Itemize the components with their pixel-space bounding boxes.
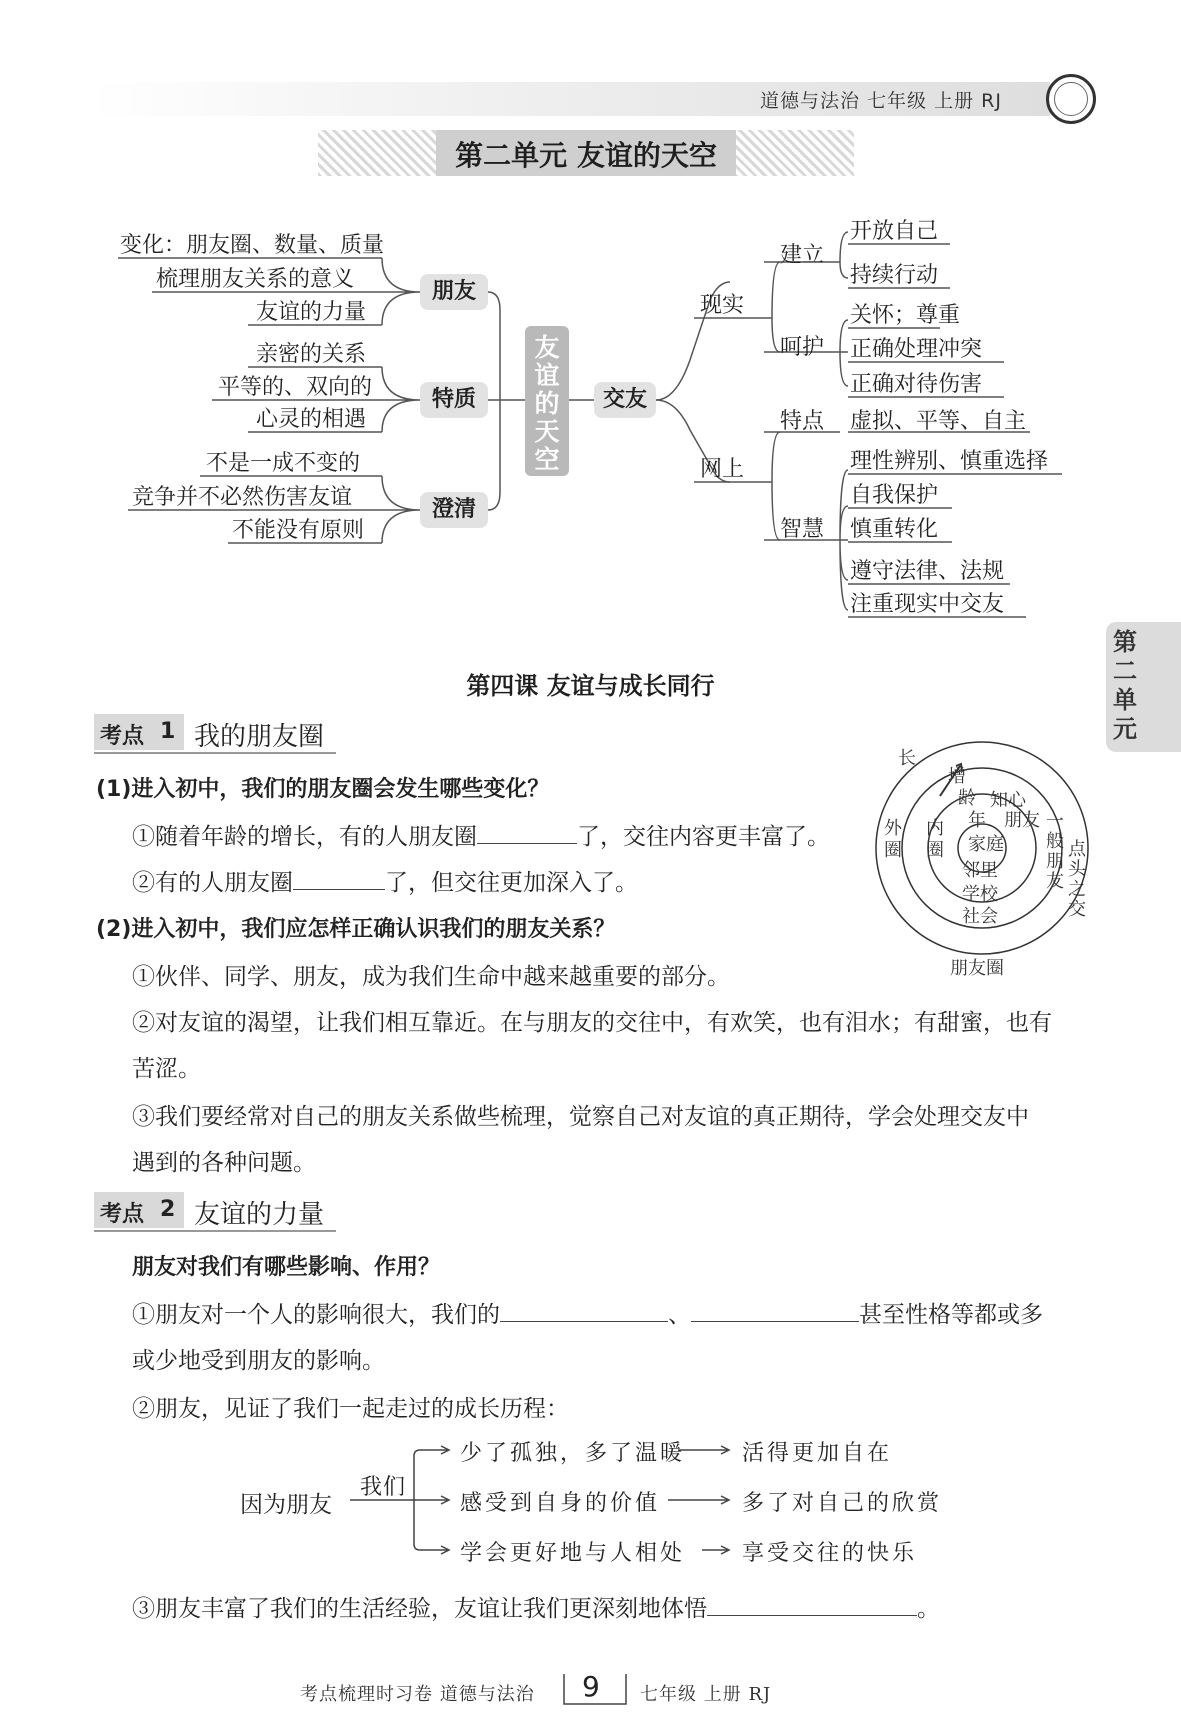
- mindmap-item: 平等的、双向的: [218, 375, 373, 400]
- mindmap-item: 友谊的力量: [256, 300, 367, 325]
- question-1: (1)进入初中，我们的朋友圈会发生哪些变化？: [96, 777, 550, 802]
- answer-line: ①朋友对一个人的影响很大，我们的 、 甚至性格等都或多: [132, 1296, 1043, 1329]
- answer-line: 或少地受到朋友的影响。: [132, 1348, 385, 1374]
- mindmap-sub-wisdom: 智慧: [780, 517, 825, 542]
- footer-left: 考点梳理时习卷 道德与法治: [300, 1684, 535, 1705]
- mindmap-item: 理性辨别、慎重选择: [850, 449, 1049, 474]
- mindmap-item: 不能没有原则: [232, 518, 365, 543]
- mindmap-item: 不是一成不变的: [206, 451, 361, 476]
- answer-line: ③我们要经常对自己的朋友关系做些梳理，觉察自己对友谊的真正期待，学会处理交友中: [132, 1104, 1029, 1130]
- flow-cause: 感受到自身的价值: [460, 1491, 661, 1516]
- flow-we: 我们: [360, 1475, 407, 1500]
- circle-label: 增: [948, 766, 966, 787]
- mindmap-item: 自我保护: [850, 483, 939, 508]
- mindmap-item: 亲密的关系: [256, 342, 367, 367]
- answer-line: ②有的人朋友圈 了，但交往更加深入了。: [132, 864, 638, 897]
- mindmap-node-friends: 朋友: [420, 274, 488, 310]
- kaodian-underline: [0, 1220, 1181, 1240]
- mindmap-item: 开放自己: [850, 219, 939, 244]
- mindmap-item: 梳理朋友关系的意义: [156, 267, 355, 292]
- circle-center-label: 家庭: [968, 834, 1004, 855]
- mindmap-branch-real: 现实: [700, 293, 745, 318]
- page-number: 9: [582, 1670, 600, 1703]
- circle-label: 一般朋友: [1046, 811, 1064, 892]
- circle-label: 学校: [962, 884, 998, 905]
- mindmap-node-making-friends: 交友: [594, 382, 656, 418]
- mindmap-item: 变化：朋友圈、数量、质量: [120, 233, 385, 258]
- mindmap-item: 正确处理冲突: [850, 337, 983, 362]
- mindmap-sub-features: 特点: [780, 409, 825, 434]
- circle-label: 知心: [990, 790, 1026, 811]
- kaodian-number: 2: [160, 1197, 176, 1222]
- flow-effect: 多了对自己的欣赏: [742, 1491, 943, 1516]
- kaodian-title: 我的朋友圈: [194, 722, 325, 752]
- mindmap-item: 注重现实中交友: [850, 592, 1005, 617]
- kaodian-label: 考点: [100, 1202, 145, 1227]
- mindmap-item: 竞争并不必然伤害友谊: [132, 485, 353, 510]
- circle-label: 点头之交: [1068, 839, 1086, 920]
- mindmap-item: 遵守法律、法规: [850, 559, 1005, 584]
- mindmap-branch-online: 网上: [700, 457, 745, 482]
- flow-cause: 学会更好地与人相处: [460, 1541, 686, 1566]
- unit-side-tab-label: 第二单元: [1113, 628, 1137, 743]
- kaodian-number: 1: [160, 719, 176, 744]
- footer-right: 七年级 上册 RJ: [640, 1684, 772, 1705]
- flow-effect: 活得更加自在: [742, 1441, 893, 1466]
- question-2: (2)进入初中，我们应怎样正确认识我们的朋友关系？: [96, 917, 616, 942]
- flow-start: 因为朋友: [240, 1492, 332, 1518]
- circle-label-inner: 内圈: [926, 818, 944, 861]
- circle-label: 龄: [958, 788, 976, 809]
- circle-label: 长: [898, 748, 916, 769]
- circle-label-outer: 外圈: [884, 818, 902, 861]
- answer-line: 遇到的各种问题。: [132, 1150, 316, 1176]
- answer-line: ③朋友丰富了我们的生活经验，友谊让我们更深刻地体悟 。: [132, 1590, 940, 1623]
- circle-label: 年: [968, 810, 986, 831]
- answer-line: ②朋友，见证了我们一起走过的成长历程：: [132, 1396, 569, 1422]
- circle-label: 邻里: [962, 860, 998, 881]
- question: 朋友对我们有哪些影响、作用？: [132, 1255, 441, 1280]
- mindmap-sub-care: 呵护: [780, 335, 825, 360]
- mindmap-item: 心灵的相遇: [256, 407, 367, 432]
- kaodian-label: 考点: [100, 724, 145, 749]
- mindmap-sub-build: 建立: [780, 243, 825, 268]
- lesson-title: 第四课 友谊与成长同行: [466, 672, 715, 700]
- answer-line: ①随着年龄的增长，有的人朋友圈 了，交往内容更丰富了。: [132, 818, 830, 851]
- flow-effect: 享受交往的快乐: [742, 1541, 918, 1566]
- header-text: 道德与法治 七年级 上册 RJ: [760, 90, 1002, 112]
- mindmap-item: 正确对待伤害: [850, 372, 983, 397]
- mindmap-item: 虚拟、平等、自主: [850, 409, 1027, 434]
- mindmap-item: 关怀；尊重: [850, 303, 961, 328]
- answer-line: 苦涩。: [132, 1056, 201, 1082]
- flow-cause: 少了孤独，多了温暖: [460, 1441, 686, 1466]
- answer-line: ①伙伴、同学、朋友，成为我们生命中越来越重要的部分。: [132, 964, 730, 990]
- answer-line: ②对友谊的渴望，让我们相互靠近。在与朋友的交往中，有欢笑，也有泪水；有甜蜜，也有: [132, 1010, 1052, 1036]
- circle-label: 社会: [962, 906, 998, 927]
- unit-title: 第二单元 友谊的天空: [455, 139, 717, 172]
- mindmap-item: 慎重转化: [850, 517, 939, 542]
- mindmap-item: 持续行动: [850, 263, 939, 288]
- kaodian-title: 友谊的力量: [194, 1200, 325, 1230]
- mindmap-node-clarify: 澄清: [420, 492, 488, 528]
- circle-label: 朋友: [1004, 810, 1040, 831]
- mindmap-node-traits: 特质: [420, 382, 488, 418]
- figure-caption: 朋友圈: [950, 958, 1004, 979]
- kaodian-underline: [0, 0, 1181, 760]
- mindmap-center: 友谊的天空: [525, 326, 569, 476]
